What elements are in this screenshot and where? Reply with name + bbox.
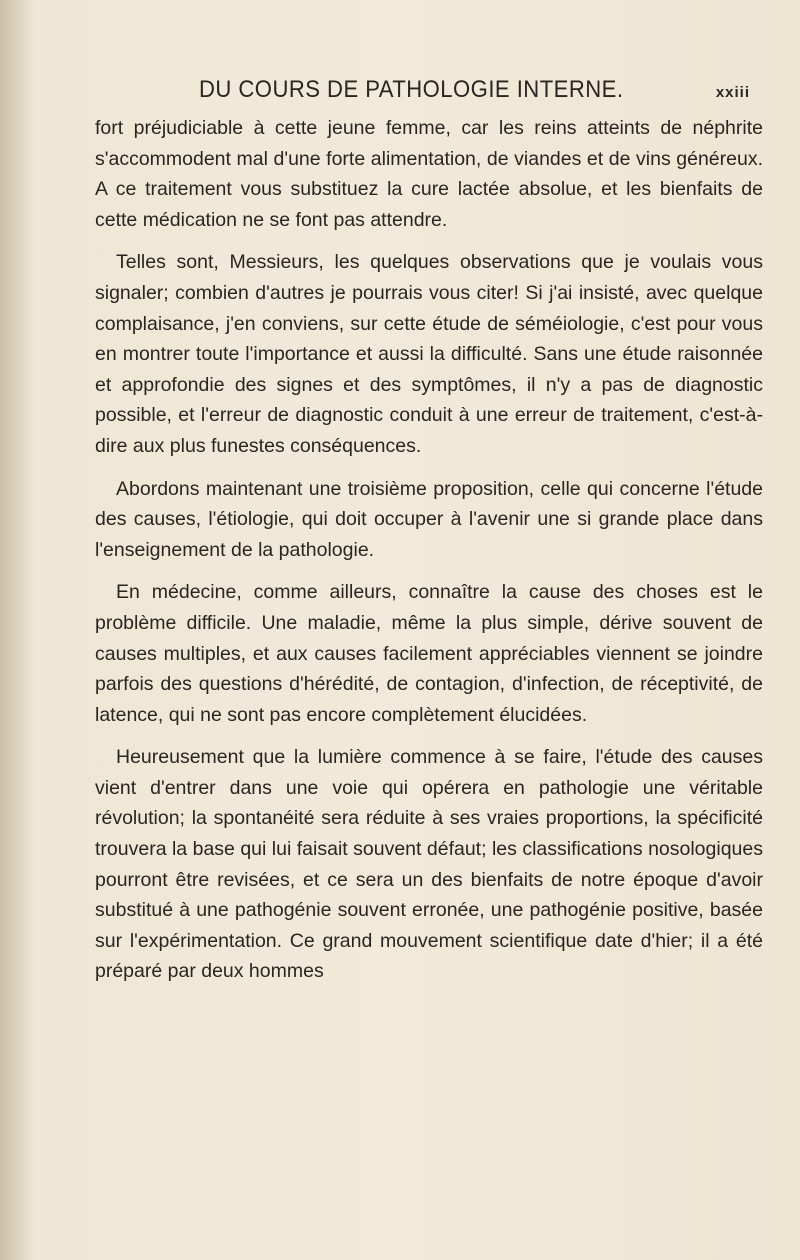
running-head bbox=[70, 76, 750, 106]
gutter-shadow bbox=[0, 0, 36, 1260]
paragraph-4: En médecine, comme ailleurs, connaître la cause des choses est le problème difficile. Une maladie, même la plus simple, dérive souvent de causes multiples, et aux causes facilement appréciables viennent se joindre parfois des questions d'hérédité, de contagion, d'infection, de réceptivité, de latence, qui ne sont pas encore complètement élucidées. bbox=[95, 581, 763, 726]
body-text bbox=[95, 113, 763, 999]
paragraph-1: fort préjudiciable à cette jeune femme, car les reins atteints de néphrite s'accommodent mal d'une forte alimentation, de viandes et de vins généreux. A ce traitement vous substituez la cure lactée absolue, et les bienfaits de cette médication ne se font pas attendre. bbox=[95, 117, 763, 231]
paragraph-5: Heureusement que la lumière commence à se faire, l'étude des causes vient d'entrer dans une voie qui opérera en pathologie une véritable révolution; la spontanéité sera réduite à ses vraies proportions, la spécificité trouvera la base qui lui faisait souvent défaut; les classifications nosologiques pourront être revisées, et ce sera un des bienfaits de notre époque d'avoir substitué à une pathogénie souvent erronée, une pathogénie positive, basée sur l'expérimentation. Ce grand mouvement scientifique date d'hier; il a été préparé par deux hommes bbox=[95, 746, 763, 983]
paragraph-2: Telles sont, Messieurs, les quelques observations que je voulais vous signaler; combien d'autres je pourrais vous citer! Si j'ai insisté, avec quelque complaisance, j'en conviens, sur cette étude de séméiologie, c'est pour vous en montrer toute l'importance et aussi la difficulté. Sans une étude raisonnée et approfondie des signes et des symptômes, il n'y a pas de diagnostic possible, et l'erreur de diagnostic conduit à une erreur de traitement, c'est-à-dire aux plus funestes conséquences. bbox=[95, 251, 763, 457]
page-number: xxiii bbox=[715, 84, 750, 101]
running-title: DU COURS DE PATHOLOGIE INTERNE. bbox=[199, 76, 624, 103]
paragraph-3: Abordons maintenant une troisième proposition, celle qui concerne l'étude des causes, l'étiologie, qui doit occuper à l'avenir une si grande place dans l'enseignement de la pathologie. bbox=[95, 477, 763, 561]
